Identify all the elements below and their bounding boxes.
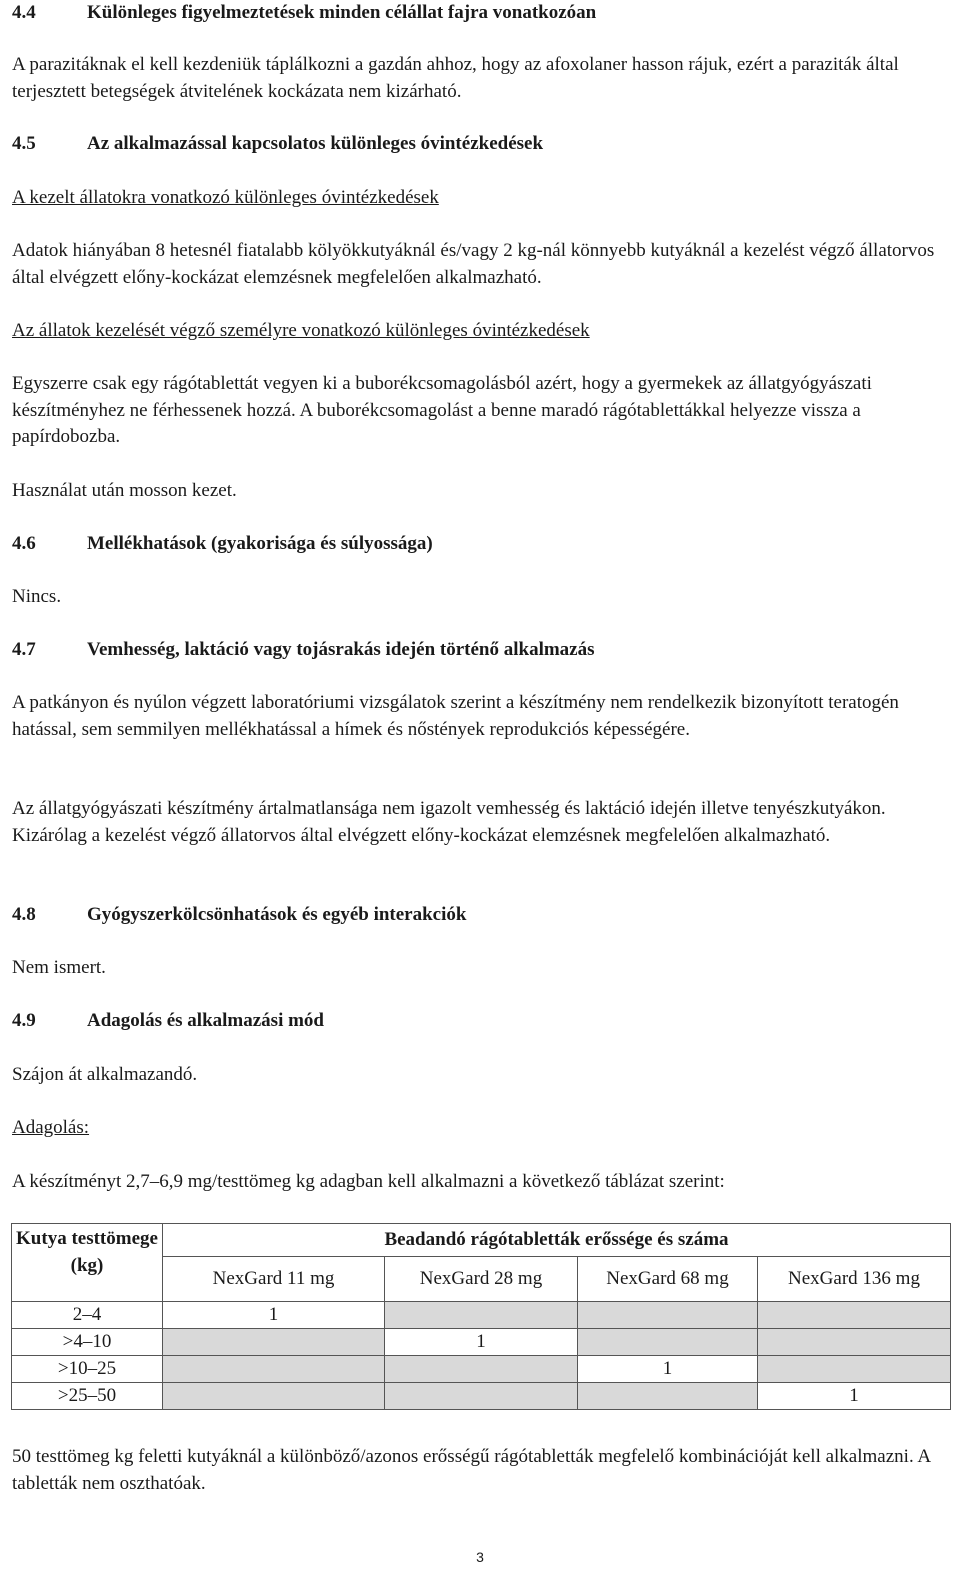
dose-cell: [163, 1356, 385, 1383]
paragraph: Használat után mosson kezet.: [12, 480, 237, 501]
section-number: 4.9: [12, 1010, 36, 1031]
paragraph: Nem ismert.: [12, 957, 106, 978]
dose-cell: 1: [758, 1383, 951, 1410]
column-header: NexGard 136 mg: [758, 1257, 951, 1302]
section-4-9-heading: [12, 1008, 324, 1034]
paragraph: Az állatgyógyászati készítmény ártalmatlansága nem igazolt vemhesség és laktáció idején illetve tenyészkutyákon. Kizárólag a kezelést végző állatorvos által elvégzett előny-kockázat elemzésnek megfelelően alkalmazható.: [12, 798, 886, 846]
paragraph: A készítményt 2,7–6,9 mg/testtömeg kg adagban kell alkalmazni a következő táblázat szerint:: [12, 1171, 725, 1192]
weight-cell: >10–25: [12, 1356, 163, 1383]
weight-cell: >25–50: [12, 1383, 163, 1410]
section-4-4-heading: [12, 0, 596, 26]
dose-cell: [758, 1356, 951, 1383]
section-4-8-heading: [12, 902, 466, 928]
page-number: 3: [476, 1549, 484, 1565]
section-4-5-heading: [12, 131, 543, 157]
section-title: Különleges figyelmeztetések minden célállat fajra vonatkozóan: [87, 2, 597, 23]
section-number: 4.7: [12, 639, 36, 660]
paragraph: A parazitáknak el kell kezdeniük táplálkozni a gazdán ahhoz, hogy az afoxolaner hasson rájuk, ezért a paraziták által terjesztett betegségek átvitelének kockázata nem kizárható.: [12, 54, 899, 102]
section-title: Gyógyszerkölcsönhatások és egyéb interakciók: [87, 904, 467, 925]
section-title: Az alkalmazással kapcsolatos különleges óvintézkedések: [87, 133, 544, 154]
dose-cell: [578, 1329, 758, 1356]
dose-cell: [163, 1329, 385, 1356]
dose-cell: [578, 1302, 758, 1329]
section-number: 4.4: [12, 2, 36, 23]
dosage-table: [11, 1223, 951, 1410]
section-4-6-heading: [12, 531, 433, 557]
table-row: [12, 1383, 951, 1410]
dose-cell: [163, 1383, 385, 1410]
paragraph: 50 testtömeg kg feletti kutyáknál a különböző/azonos erősségű rágótabletták megfelelő kombinációját kell alkalmazni. A tabletták nem oszthatóak.: [12, 1446, 931, 1494]
dose-cell: 1: [163, 1302, 385, 1329]
section-title: Mellékhatások (gyakorisága és súlyossága): [87, 533, 433, 554]
table-row: [12, 1356, 951, 1383]
dose-cell: 1: [385, 1329, 578, 1356]
section-title: Vemhesség, laktáció vagy tojásrakás idején történő alkalmazás: [87, 639, 595, 660]
dose-cell: [385, 1302, 578, 1329]
dose-cell: [578, 1383, 758, 1410]
section-number: 4.8: [12, 904, 36, 925]
dose-cell: [758, 1329, 951, 1356]
paragraph: Adatok hiányában 8 hetesnél fiatalabb kölyökkutyáknál és/vagy 2 kg-nál könnyebb kutyáknál a kezelést végző állatorvos által elvégzett előny-kockázat elemzésnek megfelelően alkalmazható.: [12, 240, 935, 288]
weight-cell: 2–4: [12, 1302, 163, 1329]
paragraph: Szájon át alkalmazandó.: [12, 1064, 198, 1085]
subheading: Adagolás:: [12, 1117, 90, 1138]
section-title: Adagolás és alkalmazási mód: [87, 1010, 324, 1031]
paragraph: A patkányon és nyúlon végzett laboratóriumi vizsgálatok szerint a készítmény nem rendelkezik bizonyított teratogén hatással, sem semmilyen mellékhatással a hímek és nőstények reprodukciós képességére.: [12, 692, 899, 740]
table-row: [12, 1329, 951, 1356]
column-header: NexGard 11 mg: [163, 1257, 385, 1302]
table-row: [12, 1302, 951, 1329]
subheading: A kezelt állatokra vonatkozó különleges óvintézkedések: [12, 187, 439, 208]
dose-cell: [758, 1302, 951, 1329]
dose-cell: [385, 1356, 578, 1383]
subheading: Az állatok kezelését végző személyre vonatkozó különleges óvintézkedések: [12, 320, 590, 341]
table-group-header: Beadandó rágótabletták erőssége és száma: [163, 1224, 951, 1257]
paragraph: Egyszerre csak egy rágótablettát vegyen ki a buborékcsomagolásból azért, hogy a gyermekek az állatgyógyászati készítményhez ne férhessenek hozzá. A buborékcsomagolást a benne maradó rágótablettákkal helyezze vissza a papírdobozba.: [12, 373, 872, 447]
section-number: 4.6: [12, 533, 36, 554]
column-header: NexGard 28 mg: [385, 1257, 578, 1302]
column-header: NexGard 68 mg: [578, 1257, 758, 1302]
table-row-header: Kutya testtömege (kg): [12, 1224, 163, 1302]
dose-cell: [385, 1383, 578, 1410]
paragraph: Nincs.: [12, 586, 62, 607]
weight-cell: >4–10: [12, 1329, 163, 1356]
section-number: 4.5: [12, 133, 36, 154]
dose-cell: 1: [578, 1356, 758, 1383]
section-4-7-heading: [12, 637, 595, 663]
